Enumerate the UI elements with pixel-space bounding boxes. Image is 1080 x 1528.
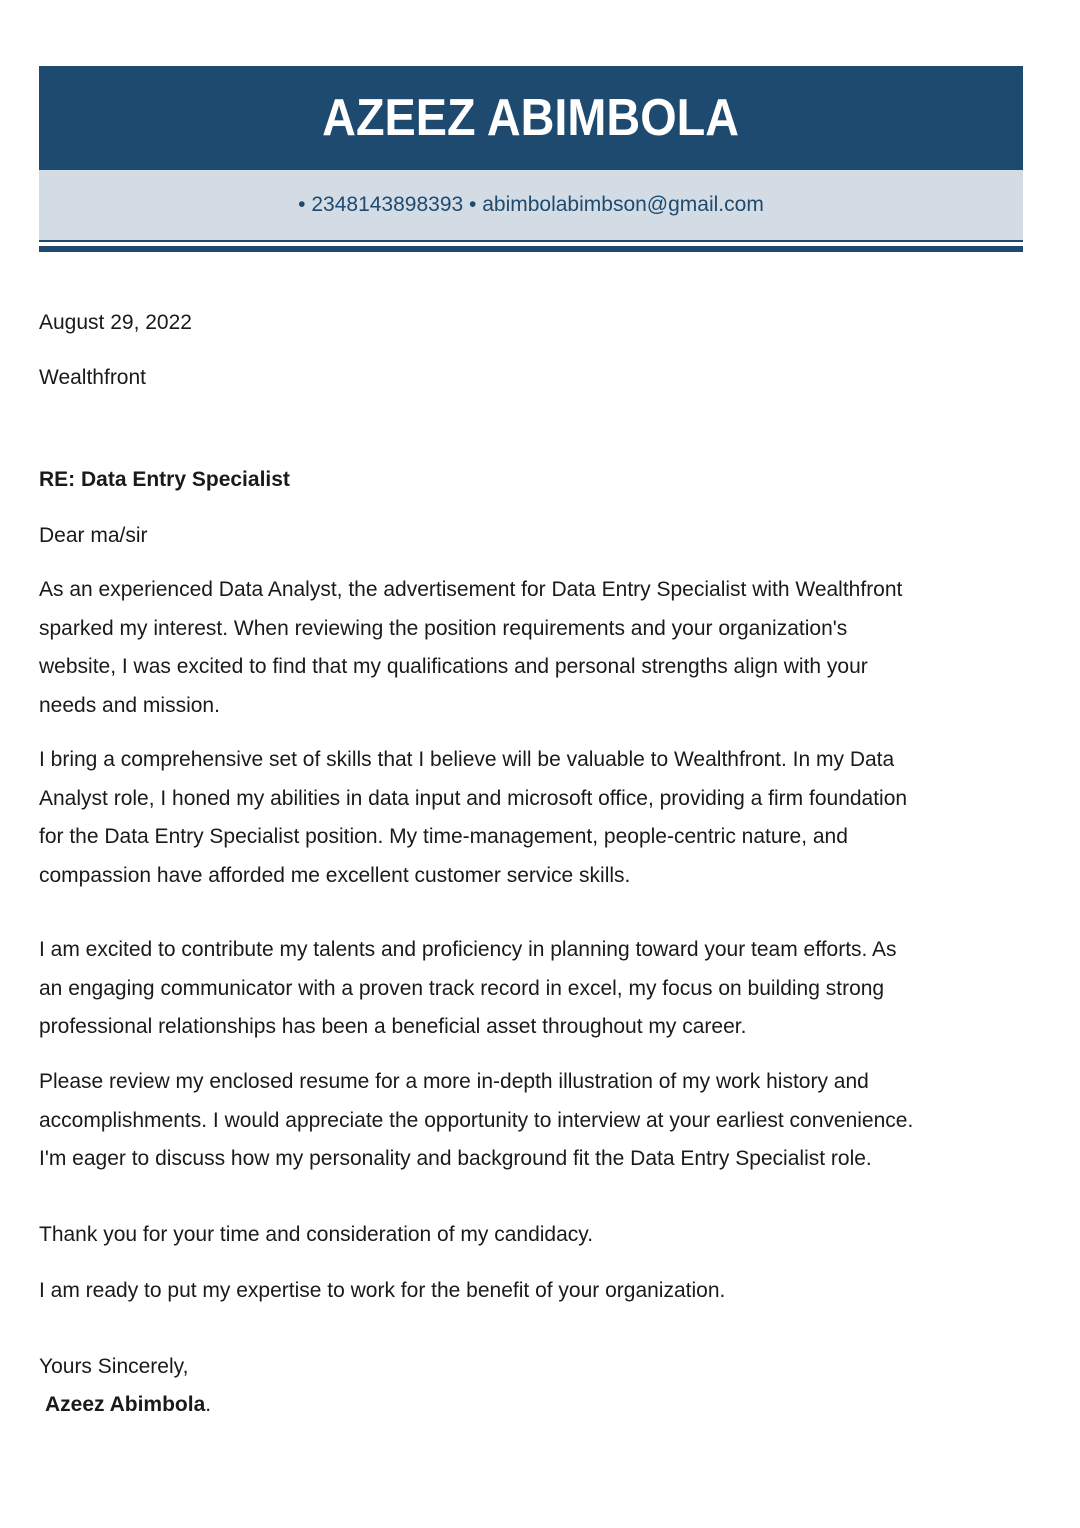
paragraph-line: for the Data Entry Specialist position. My time-management, people-centric nature, and [39, 825, 848, 848]
paragraph-4 [39, 1063, 1039, 1179]
header-name-band [39, 66, 1023, 170]
paragraph-line: needs and mission. [39, 693, 220, 717]
subject: RE: Data Entry Specialist [39, 468, 290, 491]
paragraph-3 [39, 931, 1039, 1047]
contact-info: • 2348143898393 • abimbolabimbson@gmail.com [298, 193, 764, 216]
paragraph-line: sparked my interest. When reviewing the position requirements and your organization's [39, 616, 848, 640]
signature-name: Azeez Abimbola [45, 1393, 206, 1416]
signature-block [45, 1386, 1045, 1425]
signoff: Yours Sincerely, [39, 1355, 189, 1378]
paragraph-line: I'm eager to discuss how my personality and background fit the Data Entry Specialist role. [39, 1147, 872, 1170]
divider-thin [39, 240, 1023, 242]
paragraph-line: Analyst role, I honed my abilities in data input and microsoft office, providing a firm foundation [39, 786, 908, 810]
applicant-name: AZEEZ ABIMBOLA [322, 89, 740, 147]
paragraph-line: I bring a comprehensive set of skills that I believe will be valuable to Wealthfront. In my Data [39, 748, 895, 771]
paragraph-line: As an experienced Data Analyst, the advertisement for Data Entry Specialist with Wealthfront [39, 578, 903, 601]
paragraph-1 [39, 571, 1039, 725]
paragraph-line: an engaging communicator with a proven track record in excel, my focus on building strong [39, 976, 885, 1000]
contact-band [39, 170, 1023, 240]
paragraph-line: I am excited to contribute my talents and proficiency in planning toward your team efforts. As [39, 938, 897, 961]
paragraph-line: compassion have afforded me excellent customer service skills. [39, 863, 631, 887]
paragraph-line: professional relationships has been a beneficial asset throughout my career. [39, 1015, 747, 1038]
company: Wealthfront [39, 366, 146, 389]
paragraph-line: accomplishments. I would appreciate the opportunity to interview at your earliest convenience. [39, 1108, 914, 1132]
salutation: Dear ma/sir [39, 524, 148, 547]
paragraph-2 [39, 741, 1039, 895]
signature-period: . [205, 1393, 212, 1416]
paragraph-line: Please review my enclosed resume for a more in-depth illustration of my work history and [39, 1070, 869, 1093]
paragraph-line: website, I was excited to find that my qualifications and personal strengths align with your [39, 655, 868, 678]
closing-line: I am ready to put my expertise to work for the benefit of your organization. [39, 1279, 726, 1302]
date: August 29, 2022 [39, 311, 192, 334]
thanks-line: Thank you for your time and consideration of my candidacy. [39, 1223, 594, 1246]
divider-thick [39, 246, 1023, 252]
